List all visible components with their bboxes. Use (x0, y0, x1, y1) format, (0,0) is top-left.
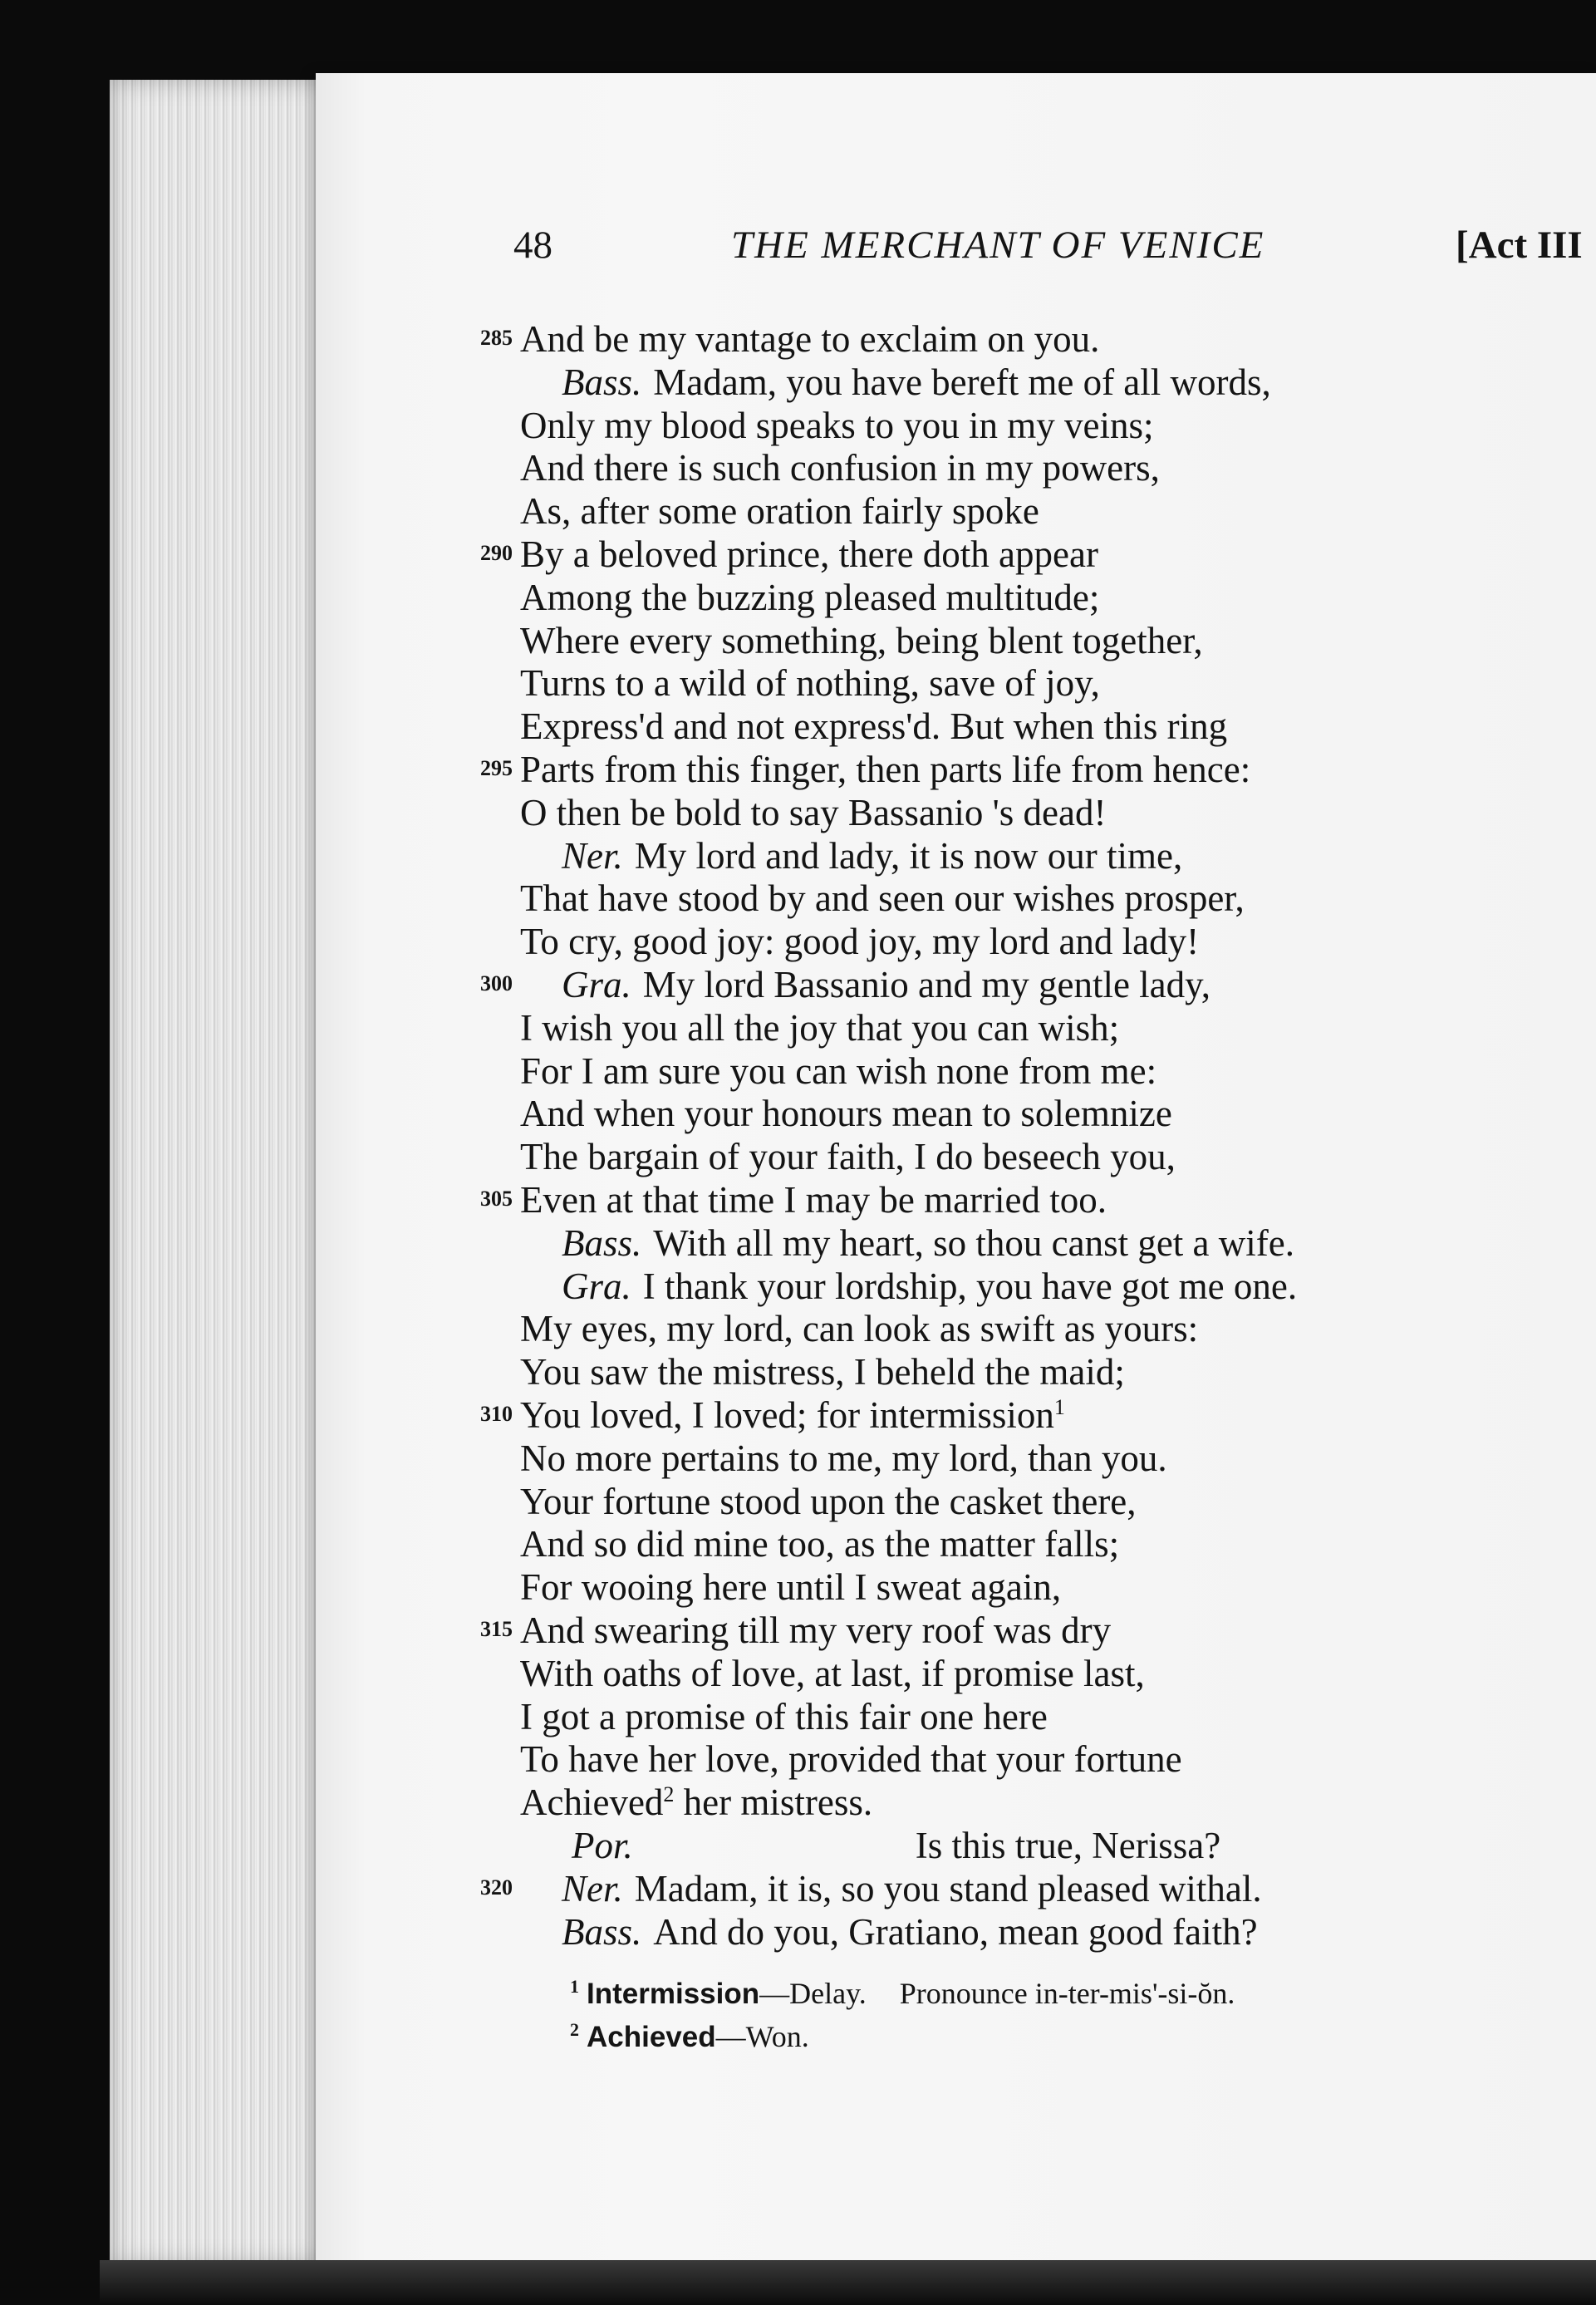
verse-line (520, 1437, 1167, 1479)
verse-line (520, 1480, 1137, 1522)
line-text: And swearing till my very roof was dry (520, 1610, 1112, 1651)
verse-line (520, 1782, 873, 1824)
footnote-gloss: —Delay. (759, 1977, 867, 2010)
line-text: I thank your lordship, you have got me one. (642, 1265, 1298, 1307)
act-label: [Act III (1456, 224, 1583, 267)
line-text: My lord Bassanio and my gentle lady, (642, 964, 1211, 1005)
speaker-name: Bass. (562, 1221, 642, 1264)
footnote-gloss: —Won. (715, 2020, 809, 2053)
verse-line (520, 791, 1107, 833)
running-title: THE MERCHANT OF VENICE (731, 224, 1265, 267)
line-text: Turns to a wild of nothing, save of joy, (520, 662, 1100, 705)
speaker-name: Gra. (562, 964, 631, 1005)
verse-line (520, 1095, 1172, 1133)
line-text: Madam, it is, so you stand pleased withal. (634, 1867, 1262, 1909)
line-number: 295 (480, 756, 513, 780)
book-page-edges (110, 80, 336, 2265)
line-text: For wooing here until I sweat again, (520, 1566, 1062, 1609)
line-text: My eyes, my lord, can look as swift as yours: (520, 1308, 1199, 1350)
line-text: And do you, Gratiano, mean good faith? (653, 1910, 1258, 1953)
verse-line (520, 490, 1039, 533)
line-text: Madam, you have bereft me of all words, (653, 361, 1271, 403)
footnote (570, 1976, 1235, 2011)
line-text: You saw the mistress, I beheld the maid; (520, 1351, 1125, 1393)
verse-line (520, 404, 1154, 446)
footnote-term: Achieved (587, 2021, 716, 2053)
line-text: You loved, I loved; for intermission (520, 1394, 1054, 1436)
verse-line (520, 1612, 1111, 1649)
footnote-number: 1 (570, 1976, 579, 1997)
line-text: With oaths of love, at last, if promise last, (520, 1652, 1145, 1694)
line-text: With all my heart, so thou canst get a wife. (653, 1221, 1294, 1264)
line-text: Your fortune stood upon the casket there, (520, 1480, 1137, 1522)
line-number: 320 (480, 1875, 513, 1900)
line-text: Where every something, being blent together, (520, 619, 1203, 661)
line-number: 285 (480, 326, 513, 350)
speaker-name: Por. (572, 1825, 633, 1866)
line-text: Even at that time I may be married too. (520, 1179, 1107, 1221)
line-number: 315 (480, 1617, 513, 1641)
verse-line (562, 966, 1211, 1004)
verse-line (520, 1738, 1182, 1781)
speaker-name: Bass. (562, 1910, 642, 1953)
line-text: Is this true, Nerissa? (915, 1825, 1221, 1866)
page-number: 48 (513, 224, 552, 267)
verse-line (562, 1910, 1258, 1953)
verse-line (562, 1867, 1262, 1909)
speaker-name: Ner. (562, 834, 623, 877)
verse-line (520, 705, 1228, 748)
verse-line (520, 1310, 1198, 1348)
line-text: Only my blood speaks to you in my veins; (520, 404, 1154, 446)
line-text: And when your honours mean to solemnize (520, 1093, 1172, 1135)
line-text: O then be bold to say Bassanio 's dead! (520, 791, 1107, 833)
verse-line (520, 447, 1160, 489)
footnote-term: Intermission (587, 1978, 760, 2010)
line-number: 310 (480, 1402, 513, 1426)
line-number: 305 (480, 1187, 513, 1211)
verse-line (520, 576, 1100, 618)
footnote (570, 2019, 809, 2054)
line-text: To have her love, provided that your fortune (520, 1738, 1182, 1781)
line-text: her mistress. (674, 1782, 873, 1824)
line-text: Parts from this finger, then parts life from hence: (520, 749, 1251, 790)
line-number: 300 (480, 971, 513, 995)
line-text: My lord and lady, it is now our time, (634, 834, 1183, 877)
verse-line (520, 923, 1199, 961)
line-text: By a beloved prince, there doth appear (520, 533, 1098, 575)
verse-line (562, 1221, 1294, 1264)
speaker-name: Gra. (562, 1265, 631, 1307)
footnote-number: 2 (570, 2019, 579, 2040)
line-text: I wish you all the joy that you can wish; (520, 1006, 1120, 1049)
line-text: Among the buzzing pleased multitude; (520, 576, 1100, 618)
line-text: The bargain of your faith, I do beseech you, (520, 1136, 1176, 1178)
line-text: That have stood by and seen our wishes prosper, (520, 877, 1245, 920)
verse-line (520, 619, 1203, 661)
line-text: I got a promise of this fair one here (520, 1695, 1048, 1737)
verse-line (562, 1265, 1298, 1307)
verse-line (572, 1827, 1220, 1865)
footnote-marker: 1 (1053, 1395, 1065, 1419)
verse-line (562, 834, 1183, 877)
verse-line (520, 1523, 1120, 1565)
line-text: And there is such confusion in my powers, (520, 447, 1160, 489)
verse-line (520, 877, 1245, 920)
footnote-pronunciation: Pronounce in-ter-mis'-si-ŏn. (899, 1977, 1235, 2010)
line-text: As, after some oration fairly spoke (520, 490, 1039, 533)
line-text: No more pertains to me, my lord, than you. (520, 1437, 1167, 1479)
line-number: 290 (480, 541, 513, 565)
verse-line (520, 1566, 1062, 1609)
verse-line (520, 318, 1100, 360)
line-text: For I am sure you can wish none from me: (520, 1049, 1157, 1092)
line-text: Express'd and not express'd. But when this ring (520, 705, 1228, 748)
verse-line (520, 1652, 1145, 1694)
verse-line (520, 533, 1098, 575)
line-text: To cry, good joy: good joy, my lord and lady! (520, 921, 1200, 963)
verse-line (520, 1138, 1176, 1176)
speaker-name: Ner. (562, 1867, 623, 1909)
verse-line (520, 1351, 1125, 1393)
verse-line (520, 662, 1100, 705)
verse-line (520, 1394, 1065, 1436)
verse-line (520, 1006, 1120, 1049)
line-text: And so did mine too, as the matter falls; (520, 1523, 1120, 1565)
footnote-marker: 2 (663, 1782, 675, 1807)
line-text: And be my vantage to exclaim on you. (520, 318, 1100, 360)
verse-line (520, 1049, 1157, 1092)
speaker-name: Bass. (562, 361, 642, 403)
verse-line (520, 1179, 1107, 1221)
verse-line (520, 1695, 1048, 1737)
verse-line (562, 361, 1271, 403)
book-bottom-shadow (100, 2260, 1596, 2305)
verse-line (520, 751, 1250, 789)
line-text: Achieved (520, 1782, 664, 1824)
